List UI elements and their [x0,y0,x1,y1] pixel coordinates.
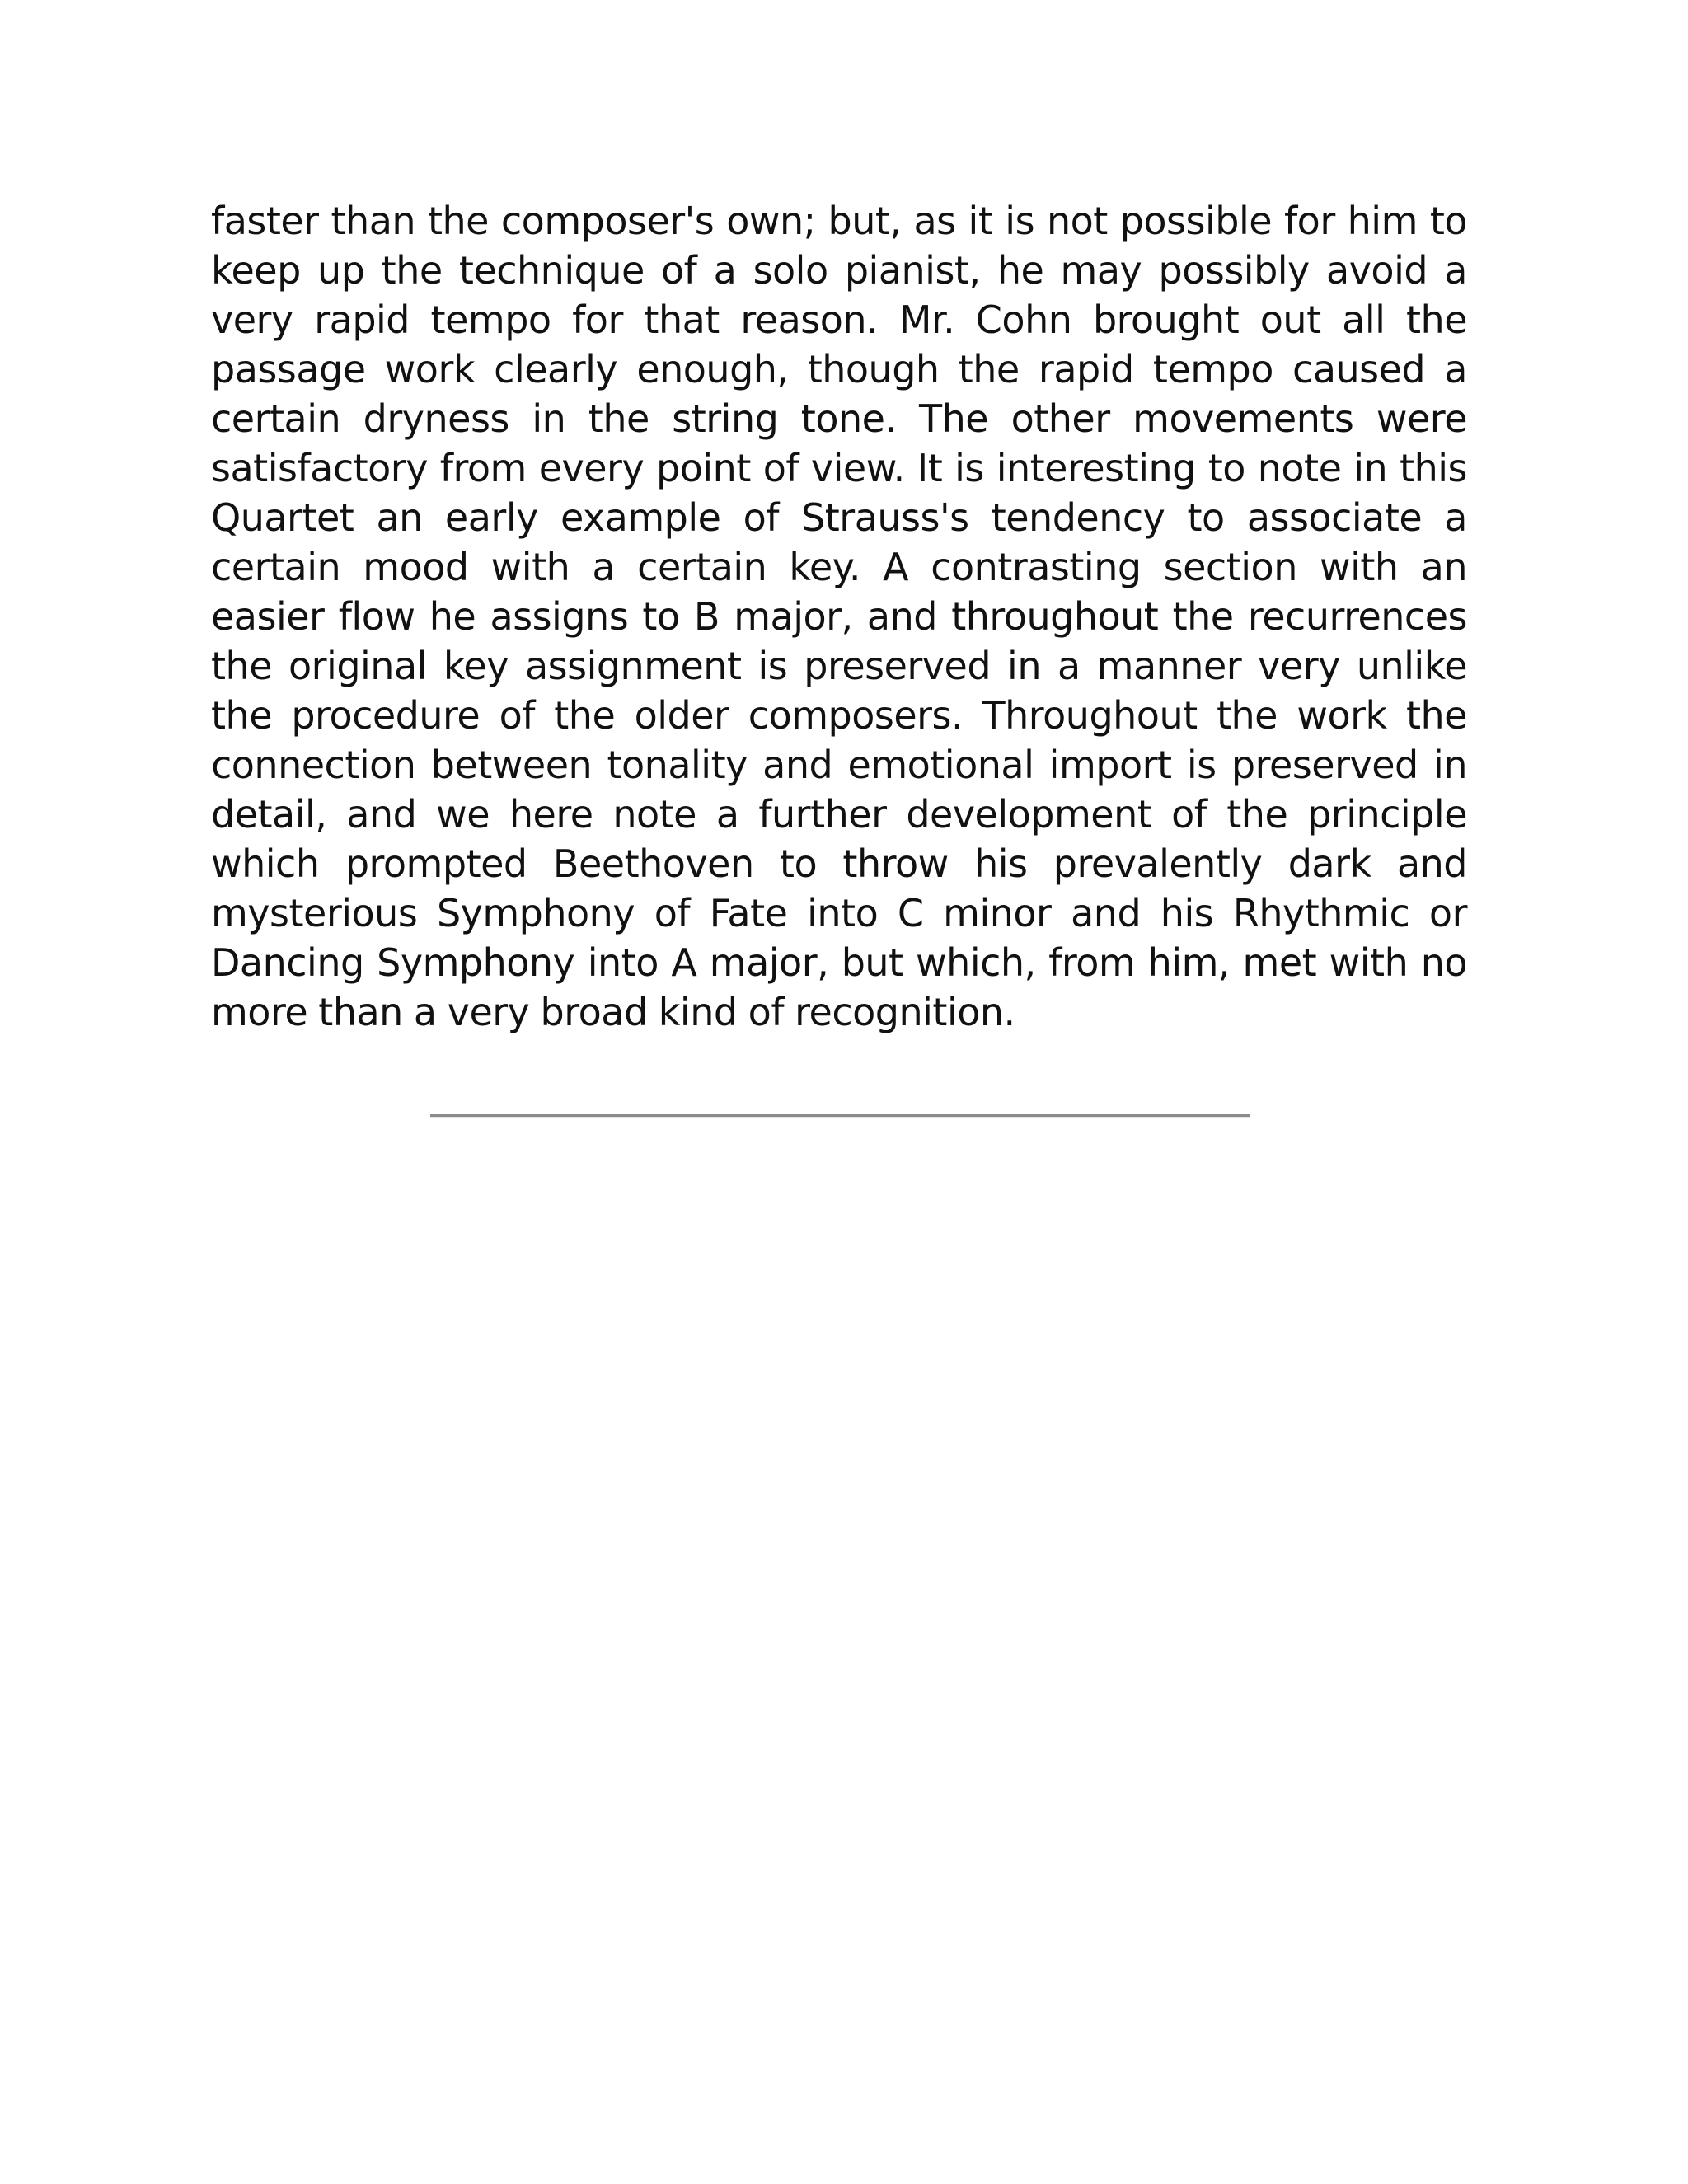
body-paragraph: faster than the composer's own; but, as it is not possible for him to keep up the technique of a solo pianist, he may possibly avoid a very rapid tempo for that reason. Mr. Cohn brought out all the passage work clearly enough, though the rapid tempo caused a certain dryness in the string tone. The other movements were satisfactory from every point of view. It is interesting to note in this Quartet an early example of Strauss's tendency to associate a certain mood with a certain key. A contrasting section with an easier flow he assigns to B major, and throughout the recurrences the original key assignment is preserved in a manner very unlike the procedure of the older composers. Throughout the work the connection between tonality and emotional import is preserved in detail, and we here note a further development of the principle which prompted Beethoven to throw his prevalently dark and mysterious Symphony of Fate into C minor and his Rhythmic or Dancing Symphony into A major, but which, from him, met with no more than a very broad kind of recognition. [211,199,1467,1034]
section-divider [430,1114,1250,1118]
